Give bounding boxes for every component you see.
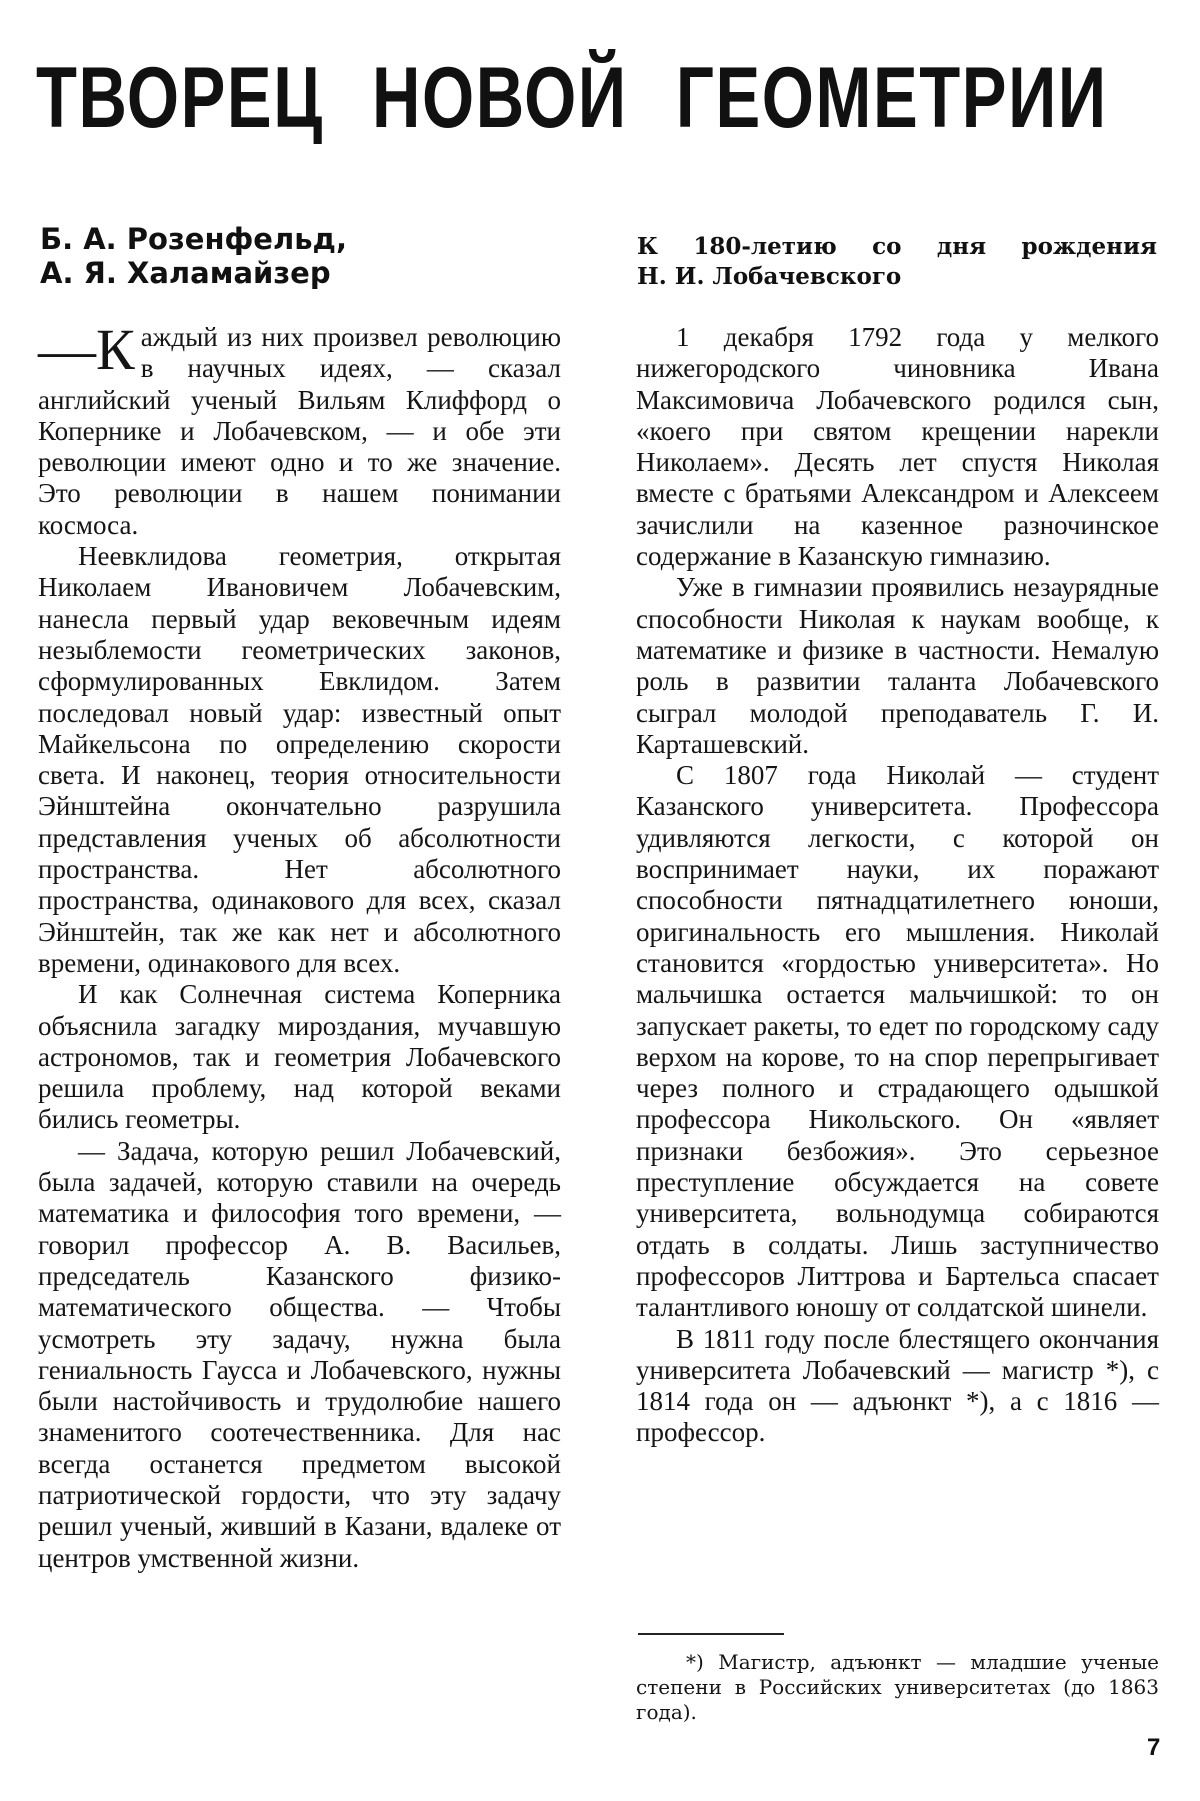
paragraph bbox=[38, 317, 561, 541]
paragraph: В 1811 году после блестящего окончания университета Лобачевский — магистр *), с 1814 года он — адъюнкт *), а с 1816 — профессор. bbox=[636, 1323, 1159, 1448]
dedication-line: К 180-летию со дня рождения bbox=[637, 233, 1157, 260]
paragraph-text: аждый из них произвел революцию в научных идеях, — сказал английский ученый Вильям Клиффорд о Копернике и Лобачевском, — и обе эти революции имеют одно и то же значение. Это революции в нашем понимании космоса. bbox=[38, 322, 561, 540]
right-column bbox=[636, 322, 1159, 1449]
left-column bbox=[38, 317, 561, 1574]
authors bbox=[40, 222, 600, 290]
article-title: ТВОРЕЦ НОВОЙ ГЕОМЕТРИИ bbox=[36, 50, 1108, 146]
paragraph: Неевклидова геометрия, открытая Николаем Ивановичем Лобачевским, нанесла первый удар вековечным идеям незыблемости геометрических законов, сформулированных Евклидом. Затем последовал новый удар: известный опыт Майкельсона по определению скорости света. И наконец, теория относительности Эйнштейна окончательно разрушила представления ученых об абсолютности пространства. Нет абсолютного пространства, одинакового для всех, сказал Эйнштейн, так же как нет и абсолютного времени, одинакового для всех. bbox=[38, 541, 561, 978]
author-line: А. Я. Халамайзер bbox=[40, 256, 331, 290]
paragraph: С 1807 года Николай — студент Казанского университета. Профессора удивляются легкости, с которой он воспринимает науки, их поражают способности пятнадцатилетнего юноши, оригинальность его мышления. Николай становится «гордостью университета». Но мальчишка остается мальчишкой: то он запускает ракеты, то едет по городскому саду верхом на корове, то на спор перепрыгивает через полного и страдающего одышкой профессора Никольского. Он «являет признаки безбожия». Это серьезное преступление обсуждается на совете университета, вольнодумца собираются отдать в солдаты. Лишь заступничество профессоров Литтрова и Бартельса спасает талантливого юношу от солдатской шинели. bbox=[636, 760, 1159, 1323]
drop-cap-letter: К bbox=[96, 317, 135, 382]
drop-cap-dash: — bbox=[38, 317, 96, 382]
paragraph: И как Солнечная система Коперника объяснила загадку мироздания, мучавшую астрономов, так и геометрия Лобачевского решила проблему, над которой веками бились геометры. bbox=[38, 979, 561, 1135]
paragraph: Уже в гимназии проявились незаурядные способности Николая к наукам вообще, к математике и физике в частности. Немалую роль в развитии таланта Лобачевского сыграл молодой преподаватель Г. И. Карташевский. bbox=[636, 572, 1159, 759]
footnote-divider bbox=[638, 1633, 784, 1635]
page-number: 7 bbox=[1147, 1734, 1161, 1761]
paragraph: 1 декабря 1792 года у мелкого нижегородского чиновника Ивана Максимовича Лобачевского родился сын, «коего при святом крещении нарекли Николаем». Десять лет спустя Николая вместе с братьями Александром и Алексеем зачислили на казенное разночинское содержание в Казанскую гимназию. bbox=[636, 322, 1159, 572]
paragraph: — Задача, которую решил Лобачевский, была задачей, которую ставили на очередь математика и философия того времени, — говорил профессор А. В. Васильев, председатель Казанского физико-математического общества. — Чтобы усмотреть эту задачу, нужна была гениальность Гаусса и Лобачевского, нужны были настойчивость и трудолюбие нашего знаменитого соотечественника. Для нас всегда останется предметом высокой патриотической гордости, что эту задачу решил ученый, живший в Казани, вдалеке от центров умственной жизни. bbox=[38, 1135, 561, 1573]
dedication-line: Н. И. Лобачевского bbox=[637, 263, 902, 290]
author-line: Б. А. Розенфельд, bbox=[40, 222, 347, 256]
footnote: *) Магистр, адъюнкт — младшие ученые степени в Российских университетах (до 1863 года). bbox=[636, 1650, 1159, 1724]
dedication bbox=[637, 232, 1157, 292]
drop-cap bbox=[38, 317, 135, 382]
